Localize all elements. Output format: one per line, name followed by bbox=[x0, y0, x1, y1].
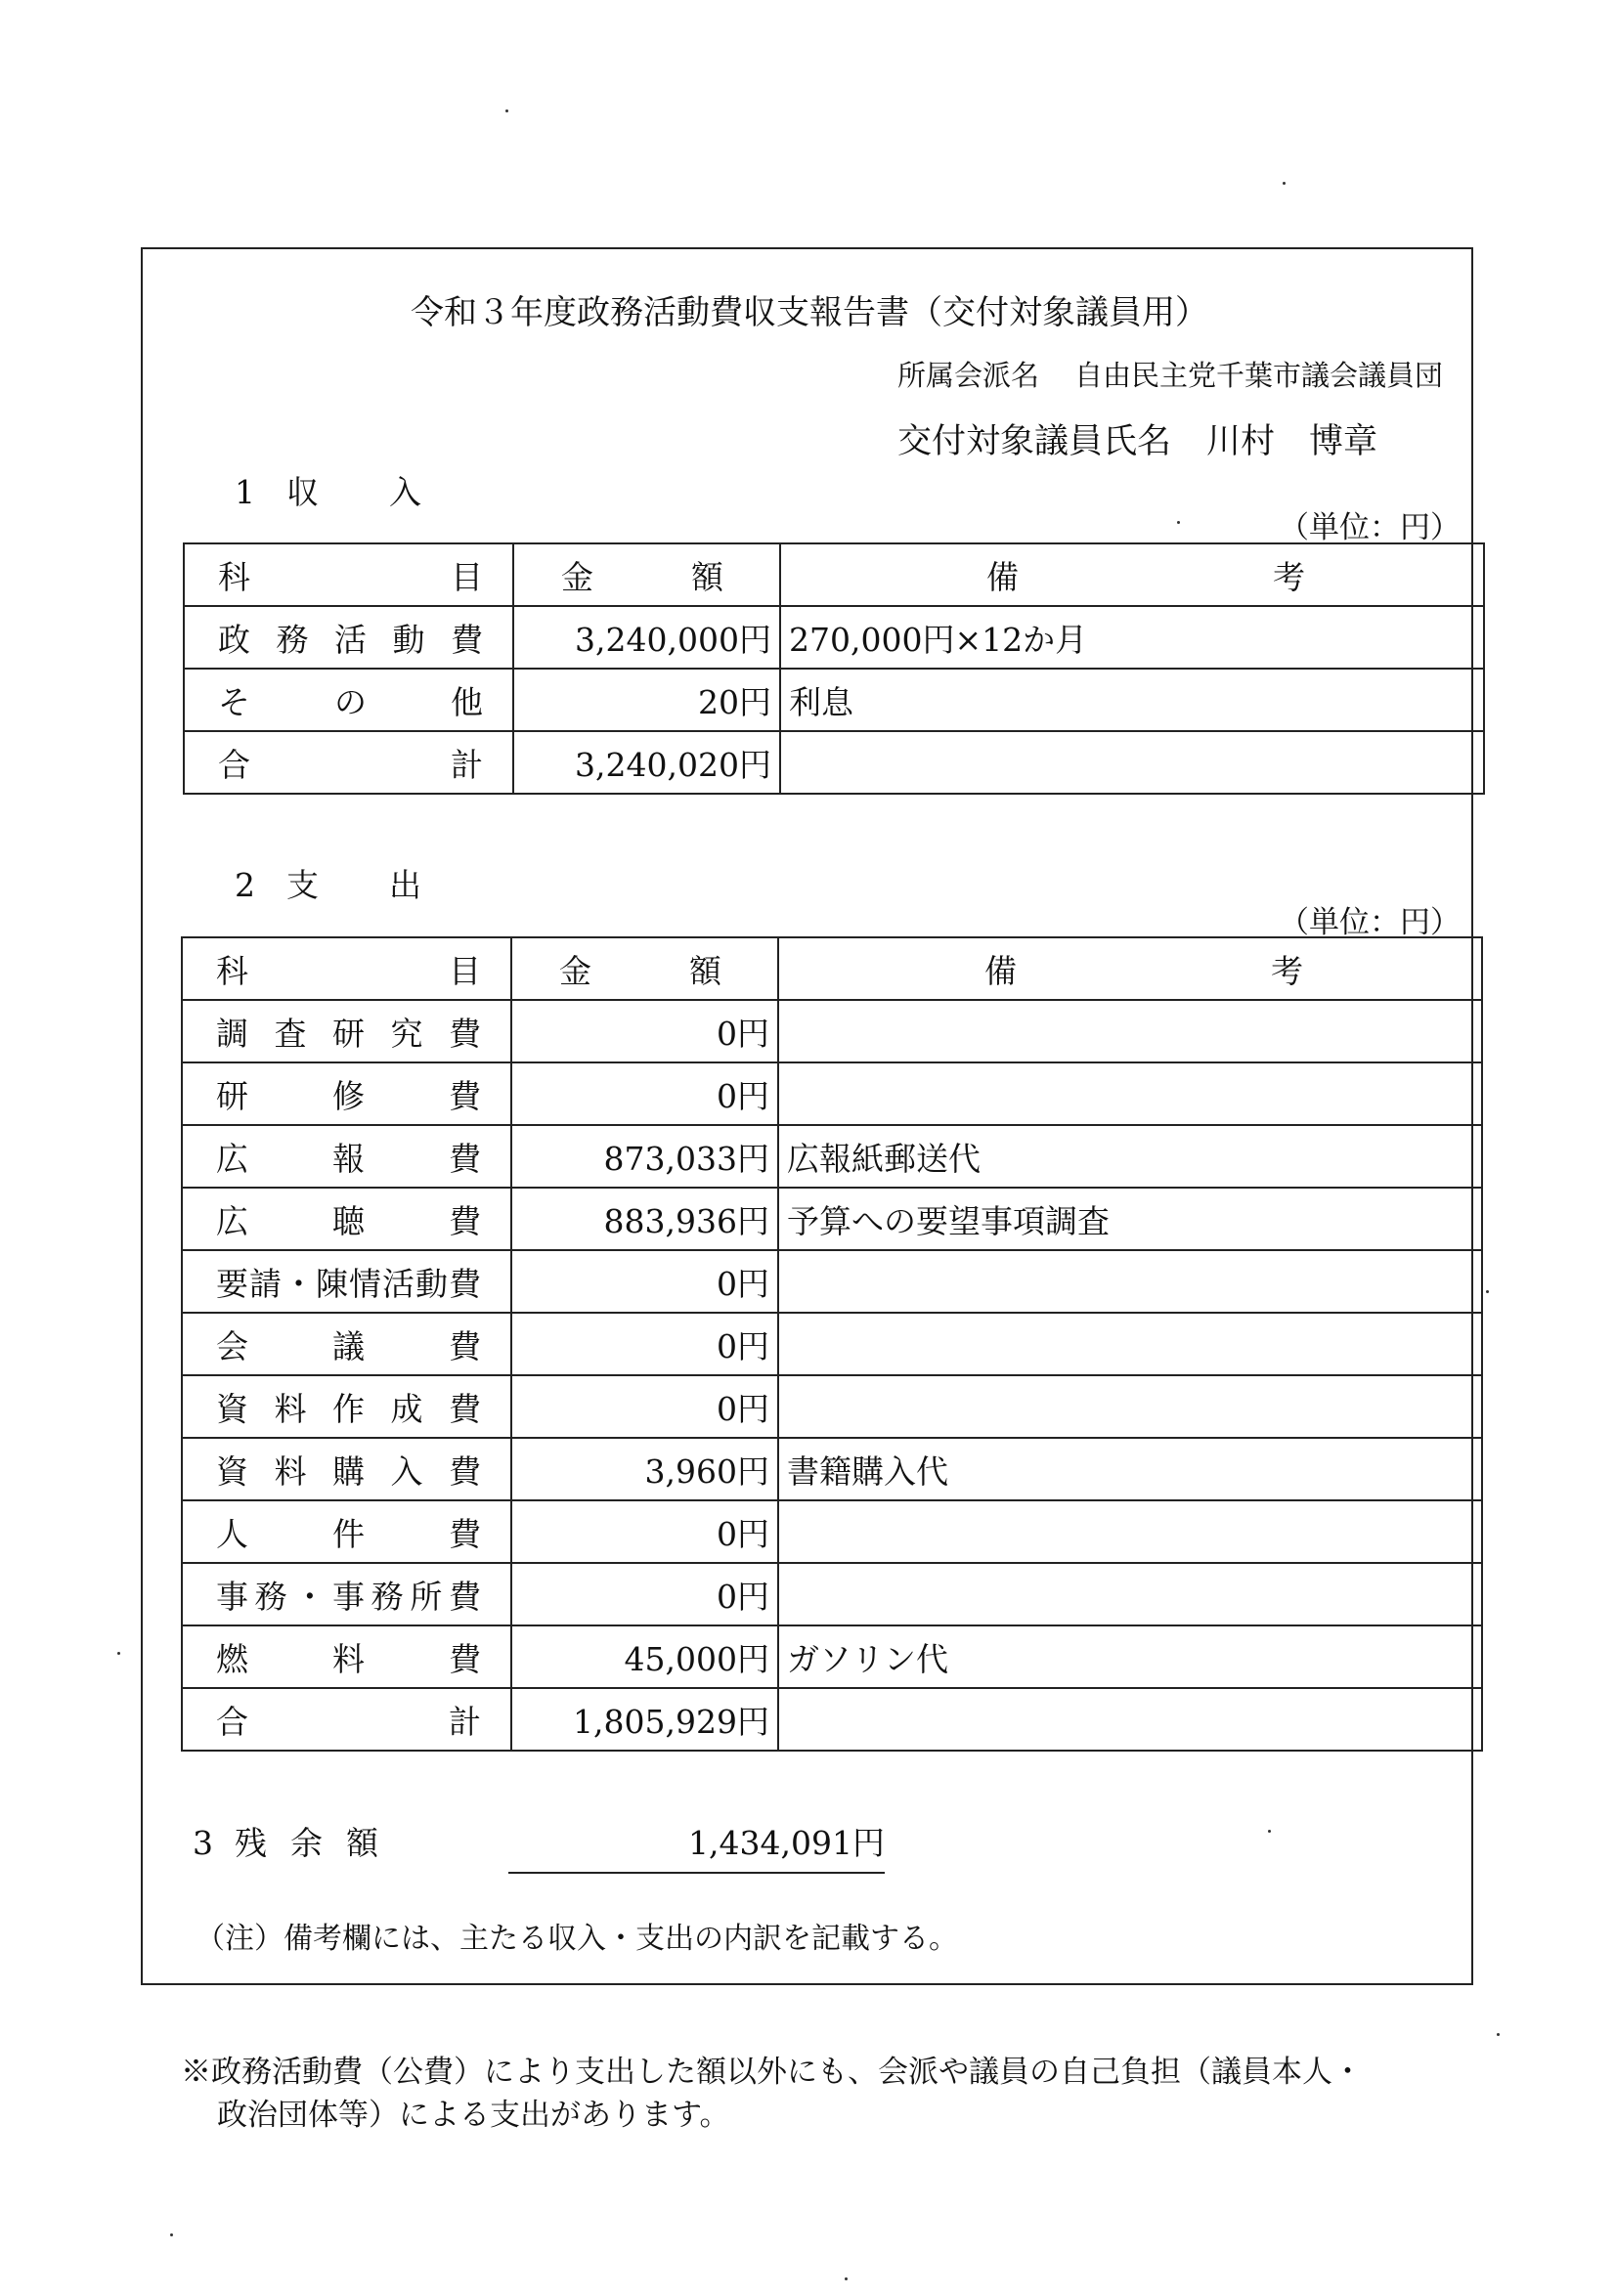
residual-label: 残余額 bbox=[235, 1824, 402, 1862]
income-subject-cell: 合計 bbox=[184, 731, 513, 794]
expense-note-cell: 書籍購入代 bbox=[778, 1438, 1482, 1500]
expense-subject-cell: 研修費 bbox=[182, 1062, 511, 1125]
expense-header-row bbox=[182, 937, 1482, 1000]
residual-number: 3 bbox=[193, 1824, 213, 1862]
income-table bbox=[183, 542, 1485, 795]
expense-note-cell bbox=[778, 1688, 1482, 1751]
expense-number: 2 bbox=[235, 866, 257, 904]
expense-row bbox=[182, 1563, 1482, 1625]
expense-row bbox=[182, 1438, 1482, 1500]
expense-subject-cell: 要請・陳情活動費 bbox=[182, 1250, 511, 1313]
expense-title: 支 出 bbox=[286, 866, 423, 904]
residual-value: 1,434,091円 bbox=[508, 1818, 885, 1874]
income-subject-cell: 政務活動費 bbox=[184, 606, 513, 669]
remark-line-2: 政治団体等）による支出があります。 bbox=[217, 2098, 730, 2133]
member-line bbox=[897, 414, 1377, 463]
faction-value: 自由民主党千葉市議会議員団 bbox=[1074, 359, 1444, 392]
income-col-note: 備 考 bbox=[780, 543, 1484, 606]
expense-col-amount: 金 額 bbox=[511, 937, 778, 1000]
member-label: 交付対象議員氏名 bbox=[897, 422, 1172, 461]
income-col-amount: 金 額 bbox=[513, 543, 780, 606]
remark bbox=[181, 2051, 1471, 2137]
member-value: 川村 博章 bbox=[1206, 422, 1378, 461]
expense-note-cell bbox=[778, 1500, 1482, 1563]
expense-col-subject: 科目 bbox=[182, 937, 511, 1000]
expense-row bbox=[182, 1000, 1482, 1062]
income-heading bbox=[235, 467, 423, 513]
income-note-cell bbox=[780, 731, 1484, 794]
expense-note-cell bbox=[778, 1563, 1482, 1625]
expense-amount-cell: 0円 bbox=[511, 1250, 778, 1313]
expense-subject-cell: 広聴費 bbox=[182, 1188, 511, 1250]
expense-note-cell bbox=[778, 1000, 1482, 1062]
expense-subject-cell: 事務・事務所費 bbox=[182, 1563, 511, 1625]
expense-row bbox=[182, 1125, 1482, 1188]
expense-unit: （単位：円） bbox=[1279, 905, 1461, 940]
expense-note-cell: ガソリン代 bbox=[778, 1625, 1482, 1688]
expense-amount-cell: 0円 bbox=[511, 1062, 778, 1125]
expense-row bbox=[182, 1313, 1482, 1375]
expense-amount-cell: 0円 bbox=[511, 1375, 778, 1438]
expense-row bbox=[182, 1375, 1482, 1438]
expense-amount-cell: 45,000円 bbox=[511, 1625, 778, 1688]
income-note-cell: 270,000円×12か月 bbox=[780, 606, 1484, 669]
expense-amount-cell: 0円 bbox=[511, 1313, 778, 1375]
expense-amount-cell: 0円 bbox=[511, 1500, 778, 1563]
expense-note-cell bbox=[778, 1375, 1482, 1438]
expense-amount-cell: 3,960円 bbox=[511, 1438, 778, 1500]
expense-table bbox=[181, 936, 1483, 1752]
expense-amount-cell: 883,936円 bbox=[511, 1188, 778, 1250]
expense-subject-cell: 人件費 bbox=[182, 1500, 511, 1563]
expense-subject-cell: 会議費 bbox=[182, 1313, 511, 1375]
income-amount-cell: 3,240,020円 bbox=[513, 731, 780, 794]
expense-row bbox=[182, 1500, 1482, 1563]
income-total-row bbox=[184, 731, 1484, 794]
income-row bbox=[184, 606, 1484, 669]
expense-amount-cell: 0円 bbox=[511, 1000, 778, 1062]
faction-line bbox=[897, 354, 1443, 394]
expense-subject-cell: 合計 bbox=[182, 1688, 511, 1751]
footnote: （注）備考欄には、主たる収入・支出の内訳を記載する。 bbox=[196, 1922, 958, 1956]
expense-note-cell: 予算への要望事項調査 bbox=[778, 1188, 1482, 1250]
income-header-row bbox=[184, 543, 1484, 606]
expense-row bbox=[182, 1062, 1482, 1125]
expense-amount-cell: 1,805,929円 bbox=[511, 1688, 778, 1751]
remark-line-1: ※政務活動費（公費）により支出した額以外にも、会派や議員の自己負担（議員本人・ bbox=[181, 2055, 1363, 2090]
faction-label: 所属会派名 bbox=[897, 359, 1040, 392]
expense-row bbox=[182, 1188, 1482, 1250]
expense-row bbox=[182, 1250, 1482, 1313]
expense-subject-cell: 調査研究費 bbox=[182, 1000, 511, 1062]
income-number: 1 bbox=[235, 473, 257, 511]
expense-subject-cell: 資料作成費 bbox=[182, 1375, 511, 1438]
expense-note-cell bbox=[778, 1313, 1482, 1375]
income-amount-cell: 3,240,000円 bbox=[513, 606, 780, 669]
income-subject-cell: その他 bbox=[184, 669, 513, 731]
income-unit: （単位：円） bbox=[1279, 510, 1461, 545]
expense-amount-cell: 873,033円 bbox=[511, 1125, 778, 1188]
income-row bbox=[184, 669, 1484, 731]
income-amount-cell: 20円 bbox=[513, 669, 780, 731]
expense-row bbox=[182, 1625, 1482, 1688]
expense-subject-cell: 燃料費 bbox=[182, 1625, 511, 1688]
expense-note-cell bbox=[778, 1062, 1482, 1125]
income-title: 収 入 bbox=[286, 473, 423, 511]
expense-subject-cell: 資料購入費 bbox=[182, 1438, 511, 1500]
expense-amount-cell: 0円 bbox=[511, 1563, 778, 1625]
expense-note-cell: 広報紙郵送代 bbox=[778, 1125, 1482, 1188]
income-note-cell: 利息 bbox=[780, 669, 1484, 731]
residual-heading bbox=[193, 1818, 402, 1864]
expense-total-row bbox=[182, 1688, 1482, 1751]
expense-note-cell bbox=[778, 1250, 1482, 1313]
expense-col-note: 備 考 bbox=[778, 937, 1482, 1000]
document-title: 令和３年度政務活動費収支報告書（交付対象議員用） bbox=[411, 293, 1208, 332]
expense-heading bbox=[235, 860, 423, 906]
income-col-subject: 科目 bbox=[184, 543, 513, 606]
expense-subject-cell: 広報費 bbox=[182, 1125, 511, 1188]
